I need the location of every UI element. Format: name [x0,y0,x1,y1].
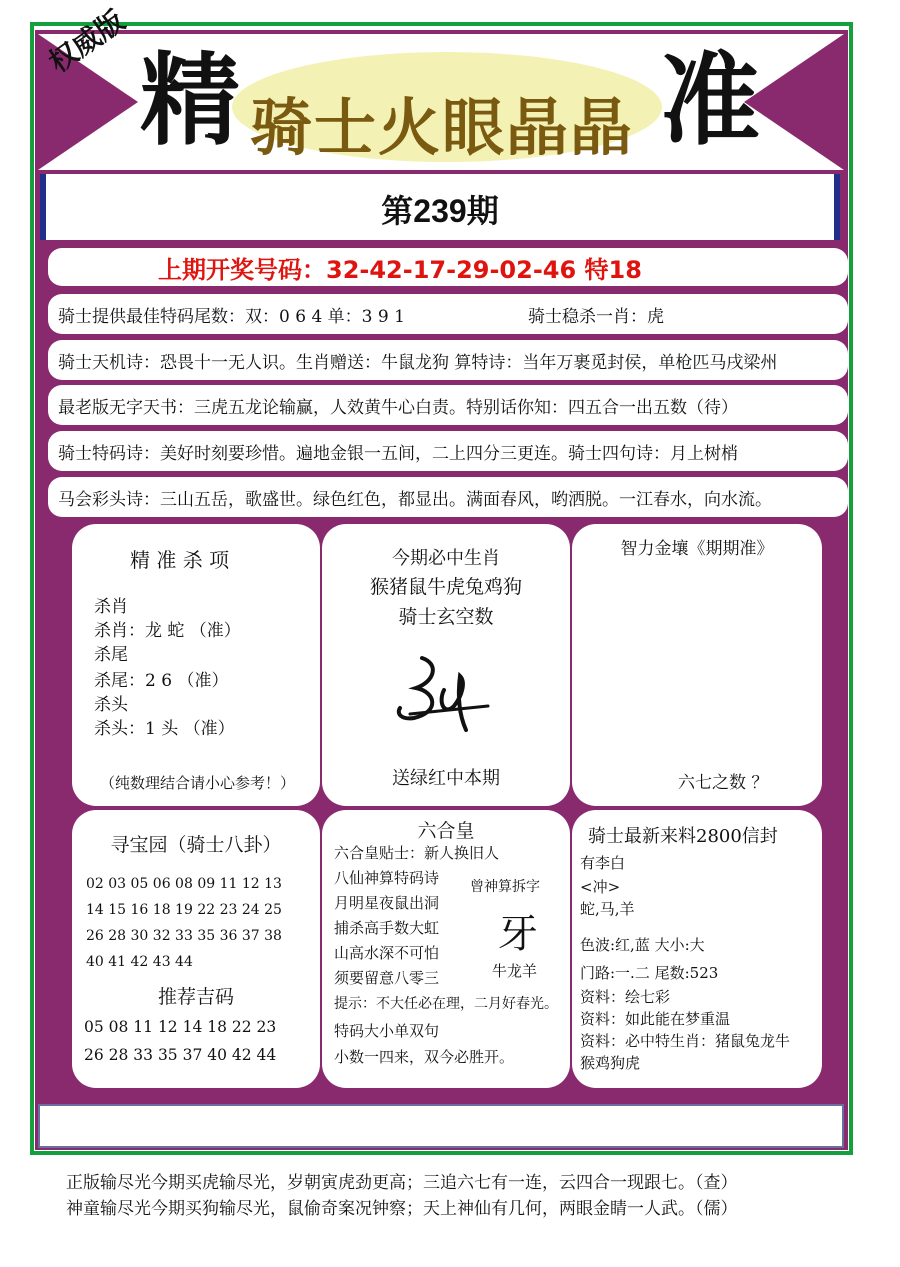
kill-line: 杀肖 [94,597,128,617]
letters-line: 有李白 [580,854,626,872]
zodiac-heading: 今期必中生肖 [392,548,500,569]
tail-number-text: 骑士提供最佳特码尾数：双：0 6 4 单：3 9 1 [58,306,405,327]
split-char-answer: 牛龙羊 [492,962,538,980]
issue-bar [40,174,840,240]
kill-line: 杀尾 [94,645,128,665]
letters-line: 资料：如此能在梦重温 [580,1010,731,1028]
footer-line: 神童输尽光今期买狗输尽光，鼠偷奇案况钟察；天上神仙有几何，两眼金睛一人武。（儒） [66,1199,738,1219]
lhh-line: 须要留意八零三 [334,969,440,987]
treasure-numbers: 26 28 30 32 33 35 36 37 38 [86,928,282,944]
header-char-left: 精 [140,41,240,159]
lhh-line: 月明星夜鼠出洞 [334,894,440,912]
treasure-title: 寻宝园（骑士八卦） [110,834,282,856]
treasure-numbers: 02 03 05 06 08 09 11 12 13 [86,876,282,892]
info-row-3 [48,385,848,425]
treasure-numbers: 14 15 16 18 19 22 23 24 25 [86,902,282,918]
lhh-line: 六合皇贴士：新人换旧人 [334,844,500,862]
wisdom-title: 智力金壤《期期准》 [620,539,774,559]
last-result: 上期开奖号码：32-42-17-29-02-46 特18 [158,255,642,284]
liuhehuang-box [322,810,570,1088]
lhh-line: 小数一四来，双今必胜开。 [334,1048,515,1066]
letters-line: 门路:一.二 尾数:523 [580,964,719,982]
kill-box-title: 精 准 杀 项 [130,548,230,572]
info-row-5 [48,477,848,517]
zodiac-list: 猴猪鼠牛虎兔鸡狗 [369,576,522,598]
info-row-1 [48,294,848,334]
liuhehuang-title: 六合皇 [417,820,475,842]
letters-line: 猴鸡狗虎 [580,1054,641,1072]
treasure-numbers: 40 41 42 43 44 [86,954,193,970]
info-row-4 [48,431,848,471]
letters-line: 色波:红,蓝 大小:大 [580,936,705,954]
book-text: 最老版无字天书：三虎五龙论输赢，人效黄牛心白责。特别话你知：四五合一出五数（待） [58,397,738,418]
last-result-row [48,248,848,286]
split-char-title: 曾神算拆字 [470,879,540,895]
letters-line: <冲> [580,878,621,896]
letters-line: 蛇,马,羊 [580,900,635,918]
split-char: 牙 [498,911,538,957]
kill-box-note: （纯数理结合请小心参考！） [100,774,296,792]
kill-line: 杀尾：2 6 （准） [94,671,229,691]
kill-one-text: 骑士稳杀一肖：虎 [528,306,664,327]
lhh-line: 八仙神算特码诗 [334,869,440,887]
issue-number: 第239期 [381,193,499,229]
info-row-2 [48,340,848,380]
kill-box [72,524,320,806]
handwritten-scribble [392,652,492,734]
lhh-line: 捕杀高手数大虹 [334,919,440,937]
letters-line: 资料：绘七彩 [580,988,671,1006]
mystic-number-label: 骑士玄空数 [398,606,494,628]
wisdom-note: 六七之数 ？ [678,773,769,793]
horse-poem-text: 马会彩头诗：三山五岳，歌盛世。绿色红色，都显出。满面春风，哟洒脱。一江春水，向水流。 [58,489,772,510]
kill-line: 杀头：1 头 （准） [94,719,235,739]
footer-blank-bar [38,1104,844,1148]
recommend-numbers: 26 28 33 35 37 40 42 44 [84,1046,277,1064]
letters-title: 骑士最新来料2800信封 [588,826,778,847]
footer-line: 正版输尽光今期买虎输尽光，岁朝寅虎劲更高；三追六七有一连，云四合一现跟七。（查） [66,1173,738,1193]
lhh-line: 山高水深不可怕 [334,944,440,962]
kill-line: 杀肖：龙 蛇 （准） [94,621,241,641]
letters-box [572,810,822,1088]
lhh-line: 特码大小单双句 [334,1022,440,1040]
authority-badge: 权威版 [42,3,131,80]
treasure-box [72,810,320,1088]
poem-text: 骑士天机诗：恐畏十一无人识。生肖赠送：牛鼠龙狗 算特诗：当年万裹觅封侯，单枪匹马戌梁州 [58,352,778,373]
recommend-title: 推荐吉码 [157,986,234,1008]
zodiac-footer: 送绿红中本期 [392,768,500,789]
recommend-numbers: 05 08 11 12 14 18 22 23 [84,1018,277,1036]
lhh-line: 提示：不大任必在理，二月好春光。 [334,996,558,1012]
letters-line: 资料：必中特生肖：猪鼠兔龙牛 [580,1032,791,1050]
header-char-right: 准 [660,41,760,159]
kill-line: 杀头 [94,695,128,715]
wisdom-box [572,524,822,806]
page-title: 骑士火眼晶晶 [250,91,635,164]
special-poem-text: 骑士特码诗：美好时刻要珍惜。遍地金银一五间，二上四分三更连。骑士四句诗：月上树梢 [58,443,738,464]
